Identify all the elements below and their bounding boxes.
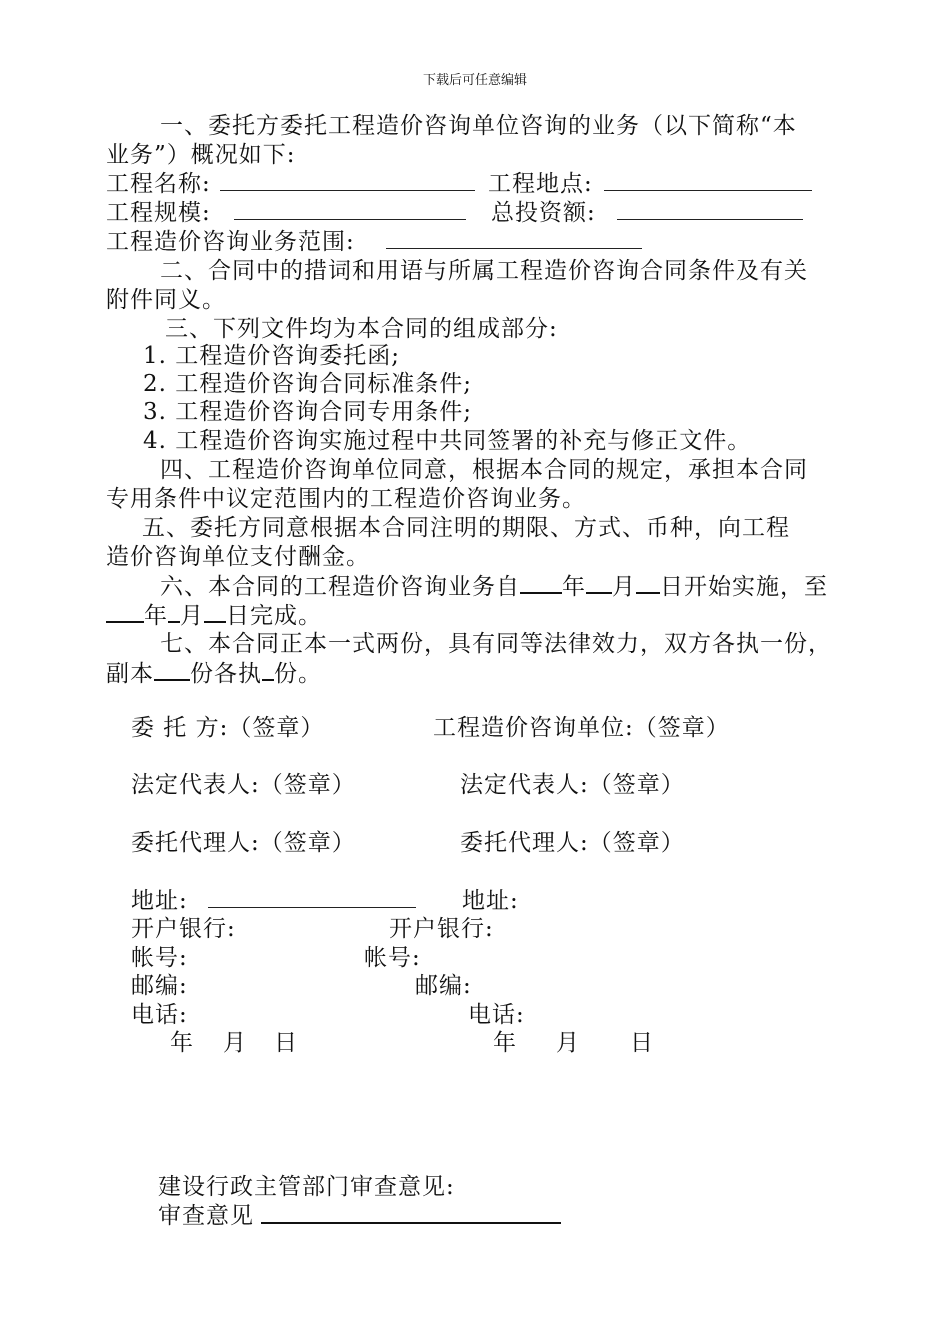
clause-6-line-2: 年 月 日完成。 <box>106 601 322 630</box>
date-right-year: 年 <box>493 1030 517 1056</box>
start-month-blank[interactable] <box>586 572 612 594</box>
doc-list-item: 1. 工程造价咨询委托函; <box>143 343 401 369</box>
project-scale-label: 工程规模: <box>106 200 211 226</box>
consultant-signature: 工程造价咨询单位:（签章） <box>433 715 730 741</box>
end-day-blank[interactable] <box>204 601 226 623</box>
account-right-label: 帐号: <box>364 945 421 971</box>
clause-2-line-1: 二、合同中的措词和用语与所属工程造价咨询合同条件及有关 <box>160 258 808 284</box>
total-investment-field[interactable] <box>617 199 803 227</box>
review-opinion-field[interactable] <box>261 1202 561 1231</box>
clause-7-line-2: 副本 份各执 份。 <box>106 661 322 687</box>
clause-6-text: 六、本合同的工程造价咨询业务自 <box>160 574 520 600</box>
bank-left-label: 开户银行: <box>131 916 236 942</box>
clause-3: 三、下列文件均为本合同的组成部分: <box>165 316 558 342</box>
clause-4-line-2: 专用条件中议定范围内的工程造价咨询业务。 <box>106 486 586 512</box>
clause-1-line-1: 一、委托方委托工程造价咨询单位咨询的业务（以下简称“本 <box>160 113 797 139</box>
doc-list-item: 2. 工程造价咨询合同标准条件; <box>143 371 473 397</box>
clause-5-line-2: 造价咨询单位支付酬金。 <box>106 544 370 570</box>
date-right-day: 日 <box>630 1030 654 1056</box>
doc-list-item: 3. 工程造价咨询合同专用条件; <box>143 399 473 425</box>
project-scale-field[interactable] <box>234 199 466 227</box>
clause-6-line-1: 六、本合同的工程造价咨询业务自 年 月 日开始实施，至 <box>160 574 828 600</box>
clause-5-line-1: 五、委托方同意根据本合同注明的期限、方式、币种，向工程 <box>142 515 790 541</box>
clause-1-line-2: 业务”）概况如下: <box>106 142 296 168</box>
phone-left-label: 电话: <box>131 1002 188 1028</box>
agent-signature-left: 委托代理人:（签章） <box>131 830 356 856</box>
client-signature: 委 托 方:（签章） <box>131 715 325 741</box>
address-right-label: 地址: <box>462 888 519 914</box>
scope-label: 工程造价咨询业务范围: <box>106 229 355 255</box>
review-title: 建设行政主管部门审查意见: <box>158 1174 455 1200</box>
legal-rep-signature-left: 法定代表人:（签章） <box>131 772 356 798</box>
date-right-month: 月 <box>556 1030 580 1056</box>
review-opinion-label: 审查意见 <box>158 1203 254 1229</box>
phone-right-label: 电话: <box>468 1002 525 1028</box>
project-site-field[interactable] <box>604 170 812 198</box>
agent-signature-right: 委托代理人:（签章） <box>460 830 685 856</box>
postcode-right-label: 邮编: <box>415 973 472 999</box>
date-left-month: 月 <box>223 1030 247 1056</box>
project-name-field[interactable] <box>220 170 475 198</box>
end-month-blank[interactable] <box>168 601 180 623</box>
address-left-label: 地址: <box>131 888 188 914</box>
address-left-field[interactable] <box>208 887 416 915</box>
end-year-blank[interactable] <box>106 601 144 623</box>
clause-7-line-1: 七、本合同正本一式两份，具有同等法律效力，双方各执一份， <box>160 631 832 657</box>
scope-field[interactable] <box>386 228 642 256</box>
date-left-year: 年 <box>170 1030 194 1056</box>
project-name-label: 工程名称: <box>106 171 211 197</box>
project-site-label: 工程地点: <box>488 171 593 197</box>
start-day-blank[interactable] <box>636 572 660 594</box>
bank-right-label: 开户银行: <box>389 916 494 942</box>
clause-4-line-1: 四、工程造价咨询单位同意，根据本合同的规定，承担本合同 <box>160 457 808 483</box>
clause-2-line-2: 附件同义。 <box>106 287 226 313</box>
each-holds-blank[interactable] <box>262 659 274 681</box>
start-year-blank[interactable] <box>520 572 562 594</box>
doc-list-item: 4. 工程造价咨询实施过程中共同签署的补充与修正文件。 <box>143 428 752 454</box>
account-left-label: 帐号: <box>131 945 188 971</box>
legal-rep-signature-right: 法定代表人:（签章） <box>460 772 685 798</box>
total-investment-label: 总投资额: <box>491 200 596 226</box>
date-left-day: 日 <box>274 1030 298 1056</box>
copies-blank[interactable] <box>154 659 190 681</box>
page-header: 下载后可任意编辑 <box>422 73 527 88</box>
postcode-left-label: 邮编: <box>131 973 188 999</box>
